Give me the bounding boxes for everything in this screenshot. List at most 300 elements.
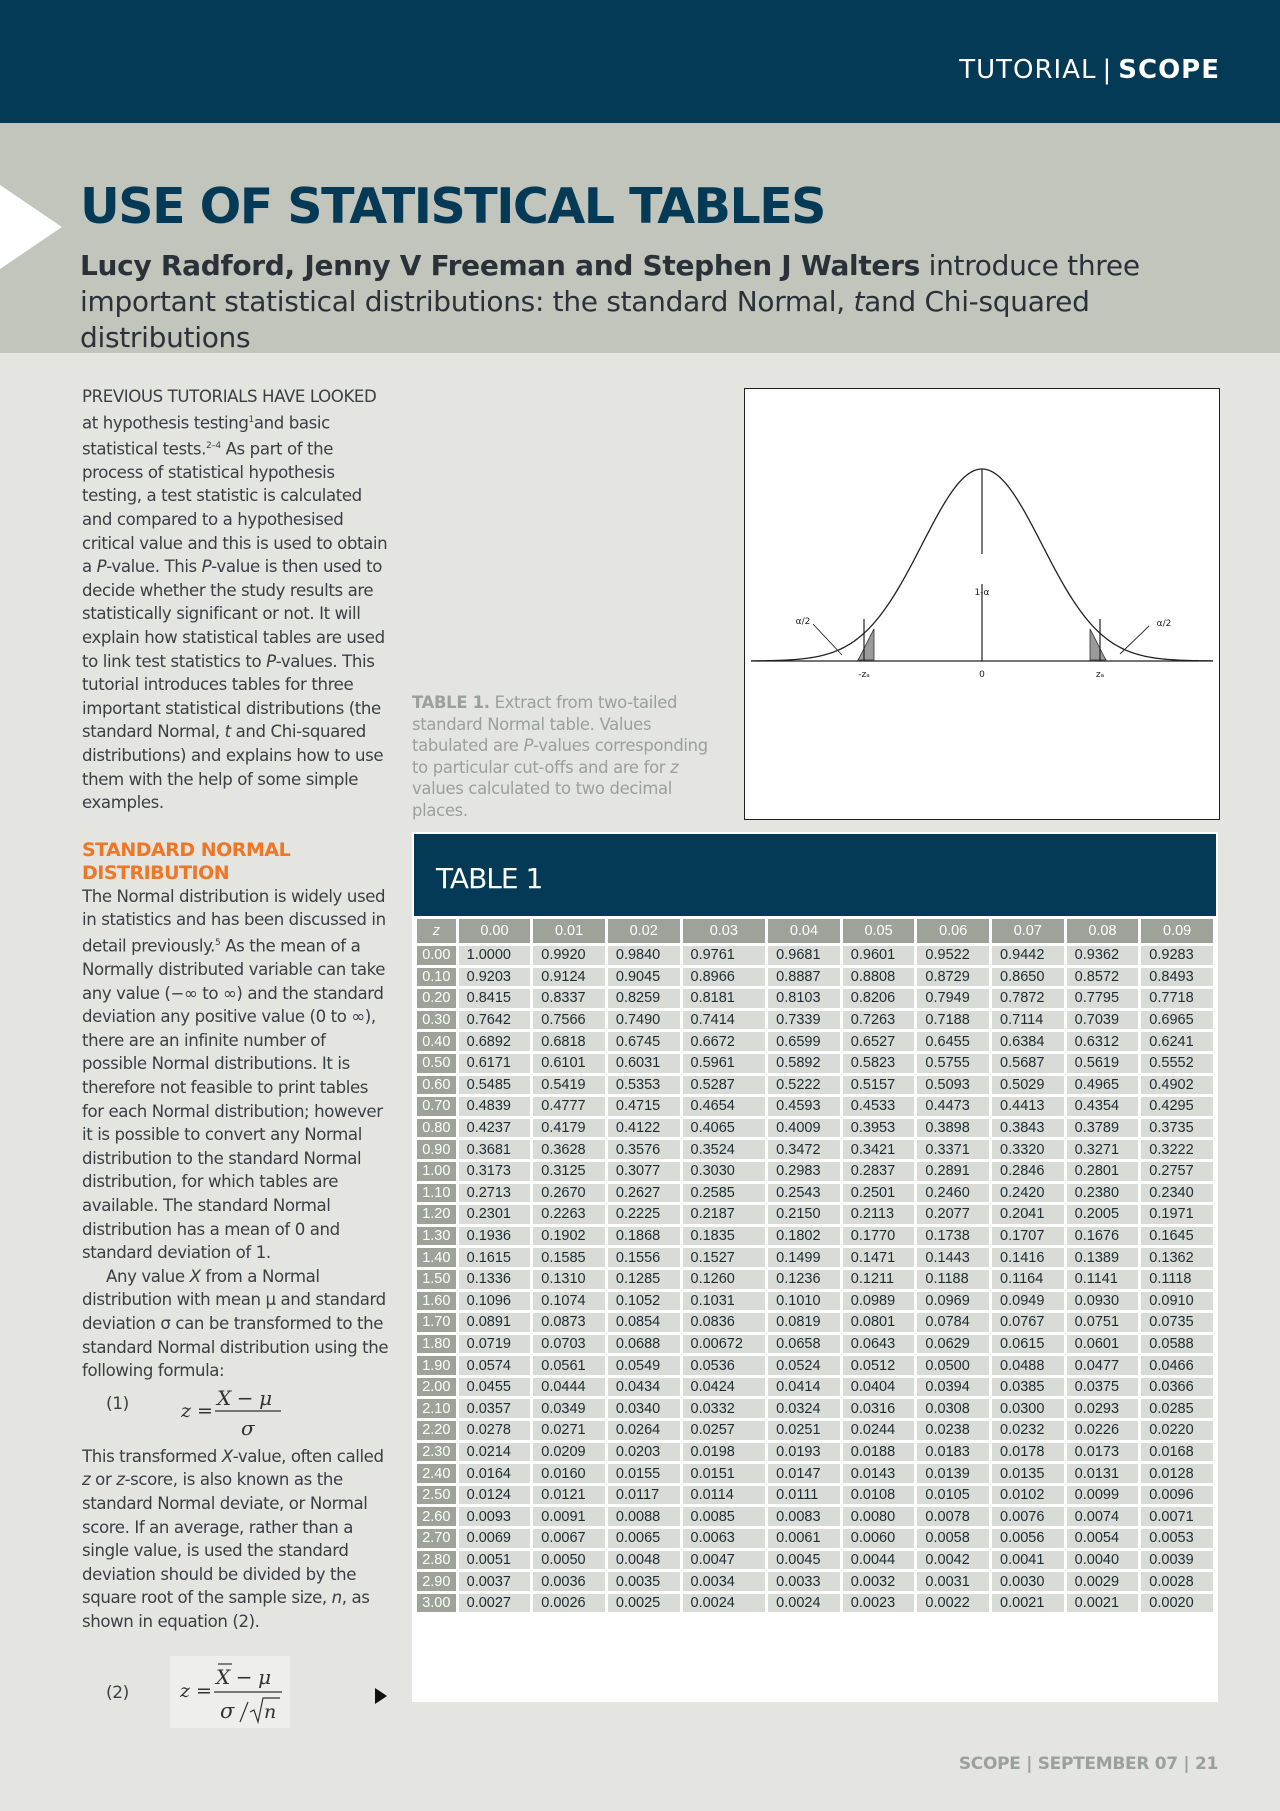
table-cell: 0.5961 — [683, 1054, 766, 1073]
section-heading: STANDARD NORMAL DISTRIBUTION — [82, 838, 291, 884]
table-cell: 0.0524 — [768, 1356, 840, 1375]
table-cell: 0.1285 — [608, 1270, 680, 1289]
table-cell: 0.9601 — [843, 946, 915, 965]
table-row — [417, 1119, 1213, 1138]
row-header: 0.20 — [417, 989, 456, 1008]
table-cell: 0.0873 — [533, 1313, 605, 1332]
table-cell: 0.4122 — [608, 1119, 680, 1138]
table-cell: 0.2380 — [1067, 1184, 1139, 1203]
left-tail-label: α/2 — [795, 617, 811, 627]
table-cell: 0.1645 — [1141, 1227, 1213, 1246]
ref: 5 — [215, 937, 221, 948]
row-header: 1.60 — [417, 1292, 456, 1311]
table-cell: 0.9442 — [992, 946, 1064, 965]
standfirst-t: t — [853, 285, 865, 318]
row-header: 2.30 — [417, 1443, 456, 1462]
table-row — [417, 1356, 1213, 1375]
table-cell: 0.9840 — [608, 946, 680, 965]
article-title: USE OF STATISTICAL TABLES — [80, 178, 825, 235]
row-header: 1.20 — [417, 1205, 456, 1224]
table-cell: 0.0209 — [533, 1443, 605, 1462]
ref: 1 — [248, 414, 254, 425]
table-cell: 0.0188 — [843, 1443, 915, 1462]
table-cell: 0.0536 — [683, 1356, 766, 1375]
article-standfirst — [80, 248, 1220, 356]
caption-text: -values corresponding to particular cut-offs and are for — [412, 736, 708, 777]
table-cell: 0.0026 — [533, 1594, 605, 1613]
table-cell: 0.0836 — [683, 1313, 766, 1332]
table-cell: 0.1236 — [768, 1270, 840, 1289]
table-cell: 0.0069 — [459, 1529, 531, 1548]
slash — [240, 1702, 248, 1722]
table-cell: 0.0719 — [459, 1335, 531, 1354]
table-cell: 0.1868 — [608, 1227, 680, 1246]
table-row — [417, 1011, 1213, 1030]
table-cell: 0.0040 — [1067, 1551, 1139, 1570]
table-cell: 0.9203 — [459, 968, 531, 987]
table-cell: 0.0021 — [992, 1594, 1064, 1613]
table-cell: 0.0035 — [608, 1572, 680, 1591]
row-header: 1.40 — [417, 1248, 456, 1267]
table-cell: 0.6818 — [533, 1032, 605, 1051]
table-cell: 0.0300 — [992, 1399, 1064, 1418]
standfirst-text: introduce three important statistical distributions: the standard Normal, — [80, 249, 1140, 318]
table-cell: 0.0032 — [843, 1572, 915, 1591]
table-cell: 0.2340 — [1141, 1184, 1213, 1203]
row-header: 0.30 — [417, 1011, 456, 1030]
table-cell: 0.0214 — [459, 1443, 531, 1462]
table-cell: 0.0034 — [683, 1572, 766, 1591]
table-cell: 0.7490 — [608, 1011, 680, 1030]
table-cell: 0.6455 — [917, 1032, 989, 1051]
text: As the mean of a Normally distributed variable can take any value (−∞ to ∞) and the standard deviation any positive value (0 to ∞), there are an infinite number of possible Normal distributions. It is therefore not feasible to print tables for each Normal distribution; however it is possible to convert any Normal distribution to the standard Normal distribution, for which tables are available. The standard Normal distribution has a mean of 0 and standard deviation of 1. — [82, 936, 386, 1263]
table-row — [417, 1054, 1213, 1073]
row-header: 1.00 — [417, 1162, 456, 1181]
table-cell: 0.0394 — [917, 1378, 989, 1397]
table-header-row — [417, 919, 1213, 943]
table-row — [417, 1335, 1213, 1354]
table-cell: 0.0024 — [768, 1594, 840, 1613]
table-cell: 0.0332 — [683, 1399, 766, 1418]
table-row — [417, 1464, 1213, 1483]
table-cell: 0.1416 — [992, 1248, 1064, 1267]
table-cell: 0.0121 — [533, 1486, 605, 1505]
eq-sigma: σ — [220, 1698, 234, 1723]
table-cell: 0.0173 — [1067, 1443, 1139, 1462]
table-cell: 0.6031 — [608, 1054, 680, 1073]
row-header: 2.20 — [417, 1421, 456, 1440]
table-cell: 0.4839 — [459, 1097, 531, 1116]
row-header: 1.10 — [417, 1184, 456, 1203]
table-cell: 0.0404 — [843, 1378, 915, 1397]
table-cell: 0.0198 — [683, 1443, 766, 1462]
normal-table — [414, 916, 1216, 1615]
column-header: 0.07 — [992, 919, 1064, 943]
row-header: 2.80 — [417, 1551, 456, 1570]
table-cell: 0.9362 — [1067, 946, 1139, 965]
table-cell: 0.0375 — [1067, 1378, 1139, 1397]
table-cell: 0.8966 — [683, 968, 766, 987]
table-cell: 0.5619 — [1067, 1054, 1139, 1073]
row-header: 2.50 — [417, 1486, 456, 1505]
table-cell: 0.9681 — [768, 946, 840, 965]
table-cell: 0.7414 — [683, 1011, 766, 1030]
table-cell: 0.4009 — [768, 1119, 840, 1138]
table-cell: 0.7263 — [843, 1011, 915, 1030]
caption-label: TABLE 1. — [412, 693, 490, 712]
table-cell: 0.2713 — [459, 1184, 531, 1203]
table-cell: 0.9920 — [533, 946, 605, 965]
table-cell: 0.0561 — [533, 1356, 605, 1375]
table-cell: 0.0076 — [992, 1507, 1064, 1526]
right-tail-pointer — [1120, 626, 1149, 654]
table-cell: 0.3030 — [683, 1162, 766, 1181]
table-cell: 0.9522 — [917, 946, 989, 965]
table-row — [417, 1292, 1213, 1311]
column-header: 0.05 — [843, 919, 915, 943]
axis-label-zero: 0 — [979, 670, 985, 680]
normal-curve-plot — [745, 389, 1219, 819]
table-cell: 0.0178 — [992, 1443, 1064, 1462]
ref: 2–4 — [205, 440, 221, 451]
table-cell: 0.5755 — [917, 1054, 989, 1073]
banner-triangle — [0, 185, 62, 269]
column-header: 0.08 — [1067, 919, 1139, 943]
table-cell: 0.0102 — [992, 1486, 1064, 1505]
row-header: 1.30 — [417, 1227, 456, 1246]
column-header: 0.04 — [768, 919, 840, 943]
table-cell: 0.2757 — [1141, 1162, 1213, 1181]
text: The Normal distribution is widely used in statistics and has been discussed in detail previously. — [82, 886, 386, 956]
table-cell: 0.5485 — [459, 1076, 531, 1095]
table-row — [417, 1205, 1213, 1224]
column-header: 0.06 — [917, 919, 989, 943]
table-cell: 0.9761 — [683, 946, 766, 965]
table-cell: 0.2113 — [843, 1205, 915, 1224]
table-cell: 0.2501 — [843, 1184, 915, 1203]
table-cell: 0.0080 — [843, 1507, 915, 1526]
eq-n: n — [264, 1700, 276, 1723]
table-cell: 0.0232 — [992, 1421, 1064, 1440]
table-cell: 0.7642 — [459, 1011, 531, 1030]
table-cell: 0.0131 — [1067, 1464, 1139, 1483]
table-cell: 0.6171 — [459, 1054, 531, 1073]
table-cell: 0.0025 — [608, 1594, 680, 1613]
table-cell: 0.0357 — [459, 1399, 531, 1418]
table-cell: 0.0124 — [459, 1486, 531, 1505]
table-row — [417, 1443, 1213, 1462]
text: This transformed — [82, 1446, 222, 1466]
table-row — [417, 1399, 1213, 1418]
table-cell: 0.0949 — [992, 1292, 1064, 1311]
row-header: 2.70 — [417, 1529, 456, 1548]
table-cell: 0.0588 — [1141, 1335, 1213, 1354]
table-body — [417, 946, 1213, 1612]
table-cell: 0.5823 — [843, 1054, 915, 1073]
table-row — [417, 1162, 1213, 1181]
table-row — [417, 1594, 1213, 1613]
italic: z — [116, 1470, 125, 1490]
table-cell: 0.2983 — [768, 1162, 840, 1181]
table-cell: 0.7114 — [992, 1011, 1064, 1030]
table-cell: 0.1260 — [683, 1270, 766, 1289]
table-cell: 0.0455 — [459, 1378, 531, 1397]
table-cell: 0.0041 — [992, 1551, 1064, 1570]
table-cell: 0.3681 — [459, 1140, 531, 1159]
table-cell: 0.0703 — [533, 1335, 605, 1354]
table-cell: 0.0054 — [1067, 1529, 1139, 1548]
text: PREVIOUS TUTORIALS HAVE LOOKED at hypothesis testing — [82, 387, 377, 433]
table-title: TABLE 1 — [436, 862, 543, 895]
row-header: 0.40 — [417, 1032, 456, 1051]
table-cell: 0.0349 — [533, 1399, 605, 1418]
table-cell: 0.5093 — [917, 1076, 989, 1095]
table-cell: 0.0053 — [1141, 1529, 1213, 1548]
table-cell: 1.0000 — [459, 946, 531, 965]
table-row — [417, 1529, 1213, 1548]
table-cell: 0.1676 — [1067, 1227, 1139, 1246]
table-cell: 0.0051 — [459, 1551, 531, 1570]
table-row — [417, 1227, 1213, 1246]
table-cell: 0.3371 — [917, 1140, 989, 1159]
table-cell: 0.0500 — [917, 1356, 989, 1375]
table-cell: 0.5892 — [768, 1054, 840, 1073]
eq-z: z — [180, 1679, 190, 1702]
right-tail-label: α/2 — [1156, 619, 1172, 629]
table-cell: 0.5419 — [533, 1076, 605, 1095]
table-cell: 0.0989 — [843, 1292, 915, 1311]
table-cell: 0.0767 — [992, 1313, 1064, 1332]
table-cell: 0.2005 — [1067, 1205, 1139, 1224]
table-cell: 0.9045 — [608, 968, 680, 987]
table-cell: 0.8259 — [608, 989, 680, 1008]
section-separator: | — [1102, 55, 1113, 85]
table-cell: 0.0065 — [608, 1529, 680, 1548]
table-cell: 0.1770 — [843, 1227, 915, 1246]
row-header: 0.00 — [417, 946, 456, 965]
row-header: 3.00 — [417, 1594, 456, 1613]
section-name: TUTORIAL — [959, 55, 1097, 85]
eq-sign: = — [196, 1679, 212, 1702]
table-cell: 0.3222 — [1141, 1140, 1213, 1159]
caption-text: values calculated to two decimal places. — [412, 779, 673, 820]
row-header: 2.90 — [417, 1572, 456, 1591]
table-cell: 0.6965 — [1141, 1011, 1213, 1030]
table-cell: 0.1971 — [1141, 1205, 1213, 1224]
text: -value is then used to decide whether the study results are statistically significant or not. It will explain how statistical tables are used to link test statistics to — [82, 557, 385, 671]
table-cell: 0.0643 — [843, 1335, 915, 1354]
table-cell: 0.0414 — [768, 1378, 840, 1397]
row-header: 0.70 — [417, 1097, 456, 1116]
table-cell: 0.8337 — [533, 989, 605, 1008]
table-cell: 0.3077 — [608, 1162, 680, 1181]
table-cell: 0.0099 — [1067, 1486, 1139, 1505]
row-header: 0.80 — [417, 1119, 456, 1138]
table-cell: 0.1615 — [459, 1248, 531, 1267]
table-cell: 0.0074 — [1067, 1507, 1139, 1526]
table-cell: 0.0340 — [608, 1399, 680, 1418]
table-cell: 0.1443 — [917, 1248, 989, 1267]
table-cell: 0.7339 — [768, 1011, 840, 1030]
table-row — [417, 1076, 1213, 1095]
table-cell: 0.3735 — [1141, 1119, 1213, 1138]
table-cell: 0.8887 — [768, 968, 840, 987]
table-cell: 0.2420 — [992, 1184, 1064, 1203]
table-cell: 0.1211 — [843, 1270, 915, 1289]
table-row — [417, 1551, 1213, 1570]
table-cell: 0.7188 — [917, 1011, 989, 1030]
corner-header: z — [417, 919, 456, 943]
table-cell: 0.0444 — [533, 1378, 605, 1397]
center-area-label: 1-α — [974, 588, 990, 598]
row-header: 1.50 — [417, 1270, 456, 1289]
table-cell: 0.2891 — [917, 1162, 989, 1181]
table-cell: 0.1527 — [683, 1248, 766, 1267]
table-row — [417, 1248, 1213, 1267]
table-row — [417, 1378, 1213, 1397]
italic: P — [96, 557, 107, 577]
table-cell: 0.0135 — [992, 1464, 1064, 1483]
table-cell: 0.0058 — [917, 1529, 989, 1548]
table-cell: 0.0854 — [608, 1313, 680, 1332]
table-cell: 0.2187 — [683, 1205, 766, 1224]
text: , as shown in equation (2). — [82, 1588, 370, 1631]
table-cell: 0.0601 — [1067, 1335, 1139, 1354]
table-cell: 0.0910 — [1141, 1292, 1213, 1311]
table-cell: 0.0615 — [992, 1335, 1064, 1354]
text: and basic statistical tests. — [82, 413, 330, 459]
table-cell: 0.2460 — [917, 1184, 989, 1203]
table-cell: 0.0042 — [917, 1551, 989, 1570]
table-cell: 0.2150 — [768, 1205, 840, 1224]
table-cell: 0.9124 — [533, 968, 605, 987]
column-header: 0.02 — [608, 919, 680, 943]
table-cell: 0.3320 — [992, 1140, 1064, 1159]
table-cell: 0.0060 — [843, 1529, 915, 1548]
table-cell: 0.1835 — [683, 1227, 766, 1246]
table-cell: 0.4533 — [843, 1097, 915, 1116]
table-cell: 0.0891 — [459, 1313, 531, 1332]
table-cell: 0.3271 — [1067, 1140, 1139, 1159]
normal-curve-figure — [744, 388, 1220, 820]
transform-paragraph — [82, 1265, 392, 1383]
table-cell: 0.5552 — [1141, 1054, 1213, 1073]
table-cell: 0.4593 — [768, 1097, 840, 1116]
equation-number: (1) — [106, 1393, 129, 1414]
text: and Chi-squared distributions) and explains how to use them with the help of some simple examples. — [82, 722, 384, 813]
table-row — [417, 989, 1213, 1008]
table-cell: 0.0151 — [683, 1464, 766, 1483]
table-cell: 0.0139 — [917, 1464, 989, 1483]
table-cell: 0.0549 — [608, 1356, 680, 1375]
table-cell: 0.4902 — [1141, 1076, 1213, 1095]
table-cell: 0.8181 — [683, 989, 766, 1008]
table-cell: 0.0930 — [1067, 1292, 1139, 1311]
italic: P — [201, 557, 212, 577]
table-row — [417, 968, 1213, 987]
caption-text: Extract from two-tailed standard Normal table. Values tabulated are — [412, 693, 678, 756]
table-cell: 0.8650 — [992, 968, 1064, 987]
table-cell: 0.1336 — [459, 1270, 531, 1289]
table-cell: 0.0108 — [843, 1486, 915, 1505]
table-caption — [412, 692, 722, 822]
table-cell: 0.2543 — [768, 1184, 840, 1203]
text: -value. This — [106, 557, 202, 577]
column-header: 0.00 — [459, 919, 531, 943]
z-mean-formula — [170, 1656, 290, 1728]
table-cell: 0.0096 — [1141, 1486, 1213, 1505]
table-cell: 0.0143 — [843, 1464, 915, 1483]
table-cell: 0.3898 — [917, 1119, 989, 1138]
table-cell: 0.1902 — [533, 1227, 605, 1246]
zscore-paragraph — [82, 1445, 392, 1634]
table-cell: 0.0203 — [608, 1443, 680, 1462]
table-cell: 0.1096 — [459, 1292, 531, 1311]
table-cell: 0.2846 — [992, 1162, 1064, 1181]
table-cell: 0.0285 — [1141, 1399, 1213, 1418]
row-header: 0.10 — [417, 968, 456, 987]
table-cell: 0.6312 — [1067, 1032, 1139, 1051]
table-cell: 0.5029 — [992, 1076, 1064, 1095]
table-cell: 0.0155 — [608, 1464, 680, 1483]
table-cell: 0.3125 — [533, 1162, 605, 1181]
table-cell: 0.0021 — [1067, 1594, 1139, 1613]
table-cell: 0.4354 — [1067, 1097, 1139, 1116]
z-formula — [177, 1383, 297, 1443]
table-cell: 0.7718 — [1141, 989, 1213, 1008]
table-cell: 0.0424 — [683, 1378, 766, 1397]
table-cell: 0.0105 — [917, 1486, 989, 1505]
table-cell: 0.0658 — [768, 1335, 840, 1354]
table-cell: 0.0020 — [1141, 1594, 1213, 1613]
table-cell: 0.7795 — [1067, 989, 1139, 1008]
table-cell: 0.2627 — [608, 1184, 680, 1203]
eq-numerator: X − μ — [216, 1664, 271, 1689]
table-cell: 0.1164 — [992, 1270, 1064, 1289]
table-row — [417, 1486, 1213, 1505]
table-cell: 0.3953 — [843, 1119, 915, 1138]
table-cell: 0.1738 — [917, 1227, 989, 1246]
table-cell: 0.4413 — [992, 1097, 1064, 1116]
table-cell: 0.6241 — [1141, 1032, 1213, 1051]
table-cell: 0.3173 — [459, 1162, 531, 1181]
table-cell: 0.3421 — [843, 1140, 915, 1159]
table-cell: 0.0784 — [917, 1313, 989, 1332]
table-cell: 0.5222 — [768, 1076, 840, 1095]
italic: n — [331, 1588, 342, 1608]
table-cell: 0.0251 — [768, 1421, 840, 1440]
normal-paragraph — [82, 885, 392, 1265]
table-cell: 0.6384 — [992, 1032, 1064, 1051]
text: As part of the process of statistical hypothesis testing, a test statistic is calculated and compared to a hypothesised critical value and this is used to obtain a — [82, 439, 388, 577]
eq-sigma: σ — [241, 1415, 255, 1440]
table-cell: 0.3524 — [683, 1140, 766, 1159]
table-cell: 0.6892 — [459, 1032, 531, 1051]
table-cell: 0.0093 — [459, 1507, 531, 1526]
table-cell: 0.0048 — [608, 1551, 680, 1570]
table-cell: 0.6672 — [683, 1032, 766, 1051]
equation-number: (2) — [106, 1682, 129, 1703]
row-header: 1.70 — [417, 1313, 456, 1332]
table-cell: 0.0063 — [683, 1529, 766, 1548]
table-cell: 0.0088 — [608, 1507, 680, 1526]
table-row — [417, 1140, 1213, 1159]
equation-2 — [82, 1656, 392, 1728]
table-cell: 0.0324 — [768, 1399, 840, 1418]
table-cell: 0.8103 — [768, 989, 840, 1008]
brand-name: SCOPE — [1118, 55, 1220, 85]
page-footer: SCOPE | SEPTEMBER 07 | 21 — [958, 1754, 1218, 1774]
